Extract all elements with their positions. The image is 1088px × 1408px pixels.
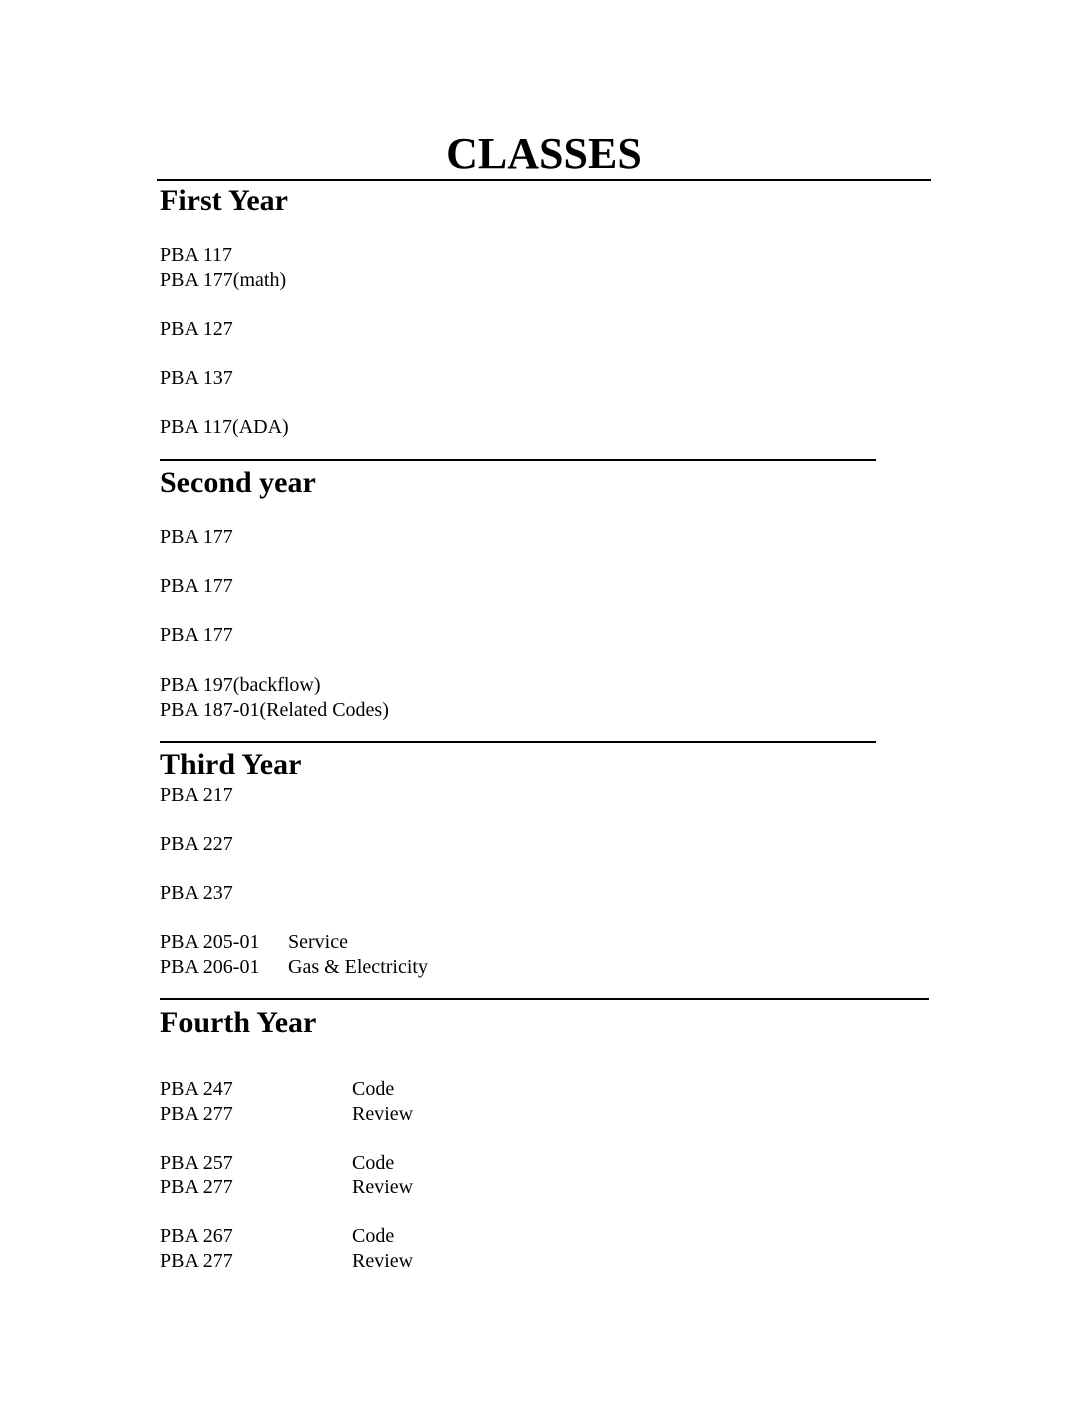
class-line — [160, 1224, 395, 1249]
class-code: PBA 237 — [160, 882, 233, 904]
page-title: CLASSES — [446, 129, 642, 178]
class-description: Gas & Electricity — [288, 956, 428, 978]
class-description: Review — [352, 1250, 414, 1272]
class-code: PBA 227 — [160, 833, 233, 855]
section-heading-second-year: Second year — [160, 466, 316, 499]
class-code: PBA 257 — [160, 1152, 233, 1174]
class-line — [160, 1249, 414, 1274]
class-line — [160, 783, 233, 808]
section-heading-first-year: First Year — [160, 184, 288, 217]
class-line: PBA 127 — [160, 318, 233, 340]
class-line — [160, 1175, 414, 1200]
class-line: PBA 187-01(Related Codes) — [160, 699, 389, 721]
class-line — [160, 1077, 395, 1102]
class-line — [160, 832, 233, 857]
section-heading-fourth-year: Fourth Year — [160, 1006, 317, 1039]
class-line: PBA 117 — [160, 244, 233, 266]
class-description: Code — [352, 1078, 395, 1100]
class-description: Review — [352, 1176, 414, 1198]
section-divider — [160, 741, 876, 743]
class-line: PBA 177 — [160, 624, 233, 646]
class-code: PBA 277 — [160, 1176, 233, 1198]
class-line: PBA 177(math) — [160, 269, 287, 291]
class-code: PBA 247 — [160, 1078, 233, 1100]
class-line: PBA 117(ADA) — [160, 416, 289, 438]
class-description: Service — [288, 931, 348, 953]
class-line — [160, 1151, 395, 1176]
class-code: PBA 267 — [160, 1225, 233, 1247]
class-line: PBA 177 — [160, 526, 233, 548]
class-line: PBA 137 — [160, 367, 233, 389]
class-line — [160, 930, 348, 955]
class-line: PBA 177 — [160, 575, 233, 597]
section-divider — [160, 459, 876, 461]
class-code: PBA 206-01 — [160, 956, 260, 978]
class-line — [160, 955, 428, 980]
class-line: PBA 197(backflow) — [160, 674, 321, 696]
title-rule — [157, 179, 931, 181]
class-code: PBA 277 — [160, 1250, 233, 1272]
class-code: PBA 205-01 — [160, 931, 260, 953]
class-line — [160, 881, 233, 906]
class-description: Review — [352, 1103, 414, 1125]
class-description: Code — [352, 1225, 395, 1247]
section-heading-third-year: Third Year — [160, 748, 302, 781]
class-code: PBA 217 — [160, 784, 233, 806]
class-description: Code — [352, 1152, 395, 1174]
class-line — [160, 1102, 414, 1127]
section-divider — [160, 998, 929, 1000]
class-code: PBA 277 — [160, 1103, 233, 1125]
